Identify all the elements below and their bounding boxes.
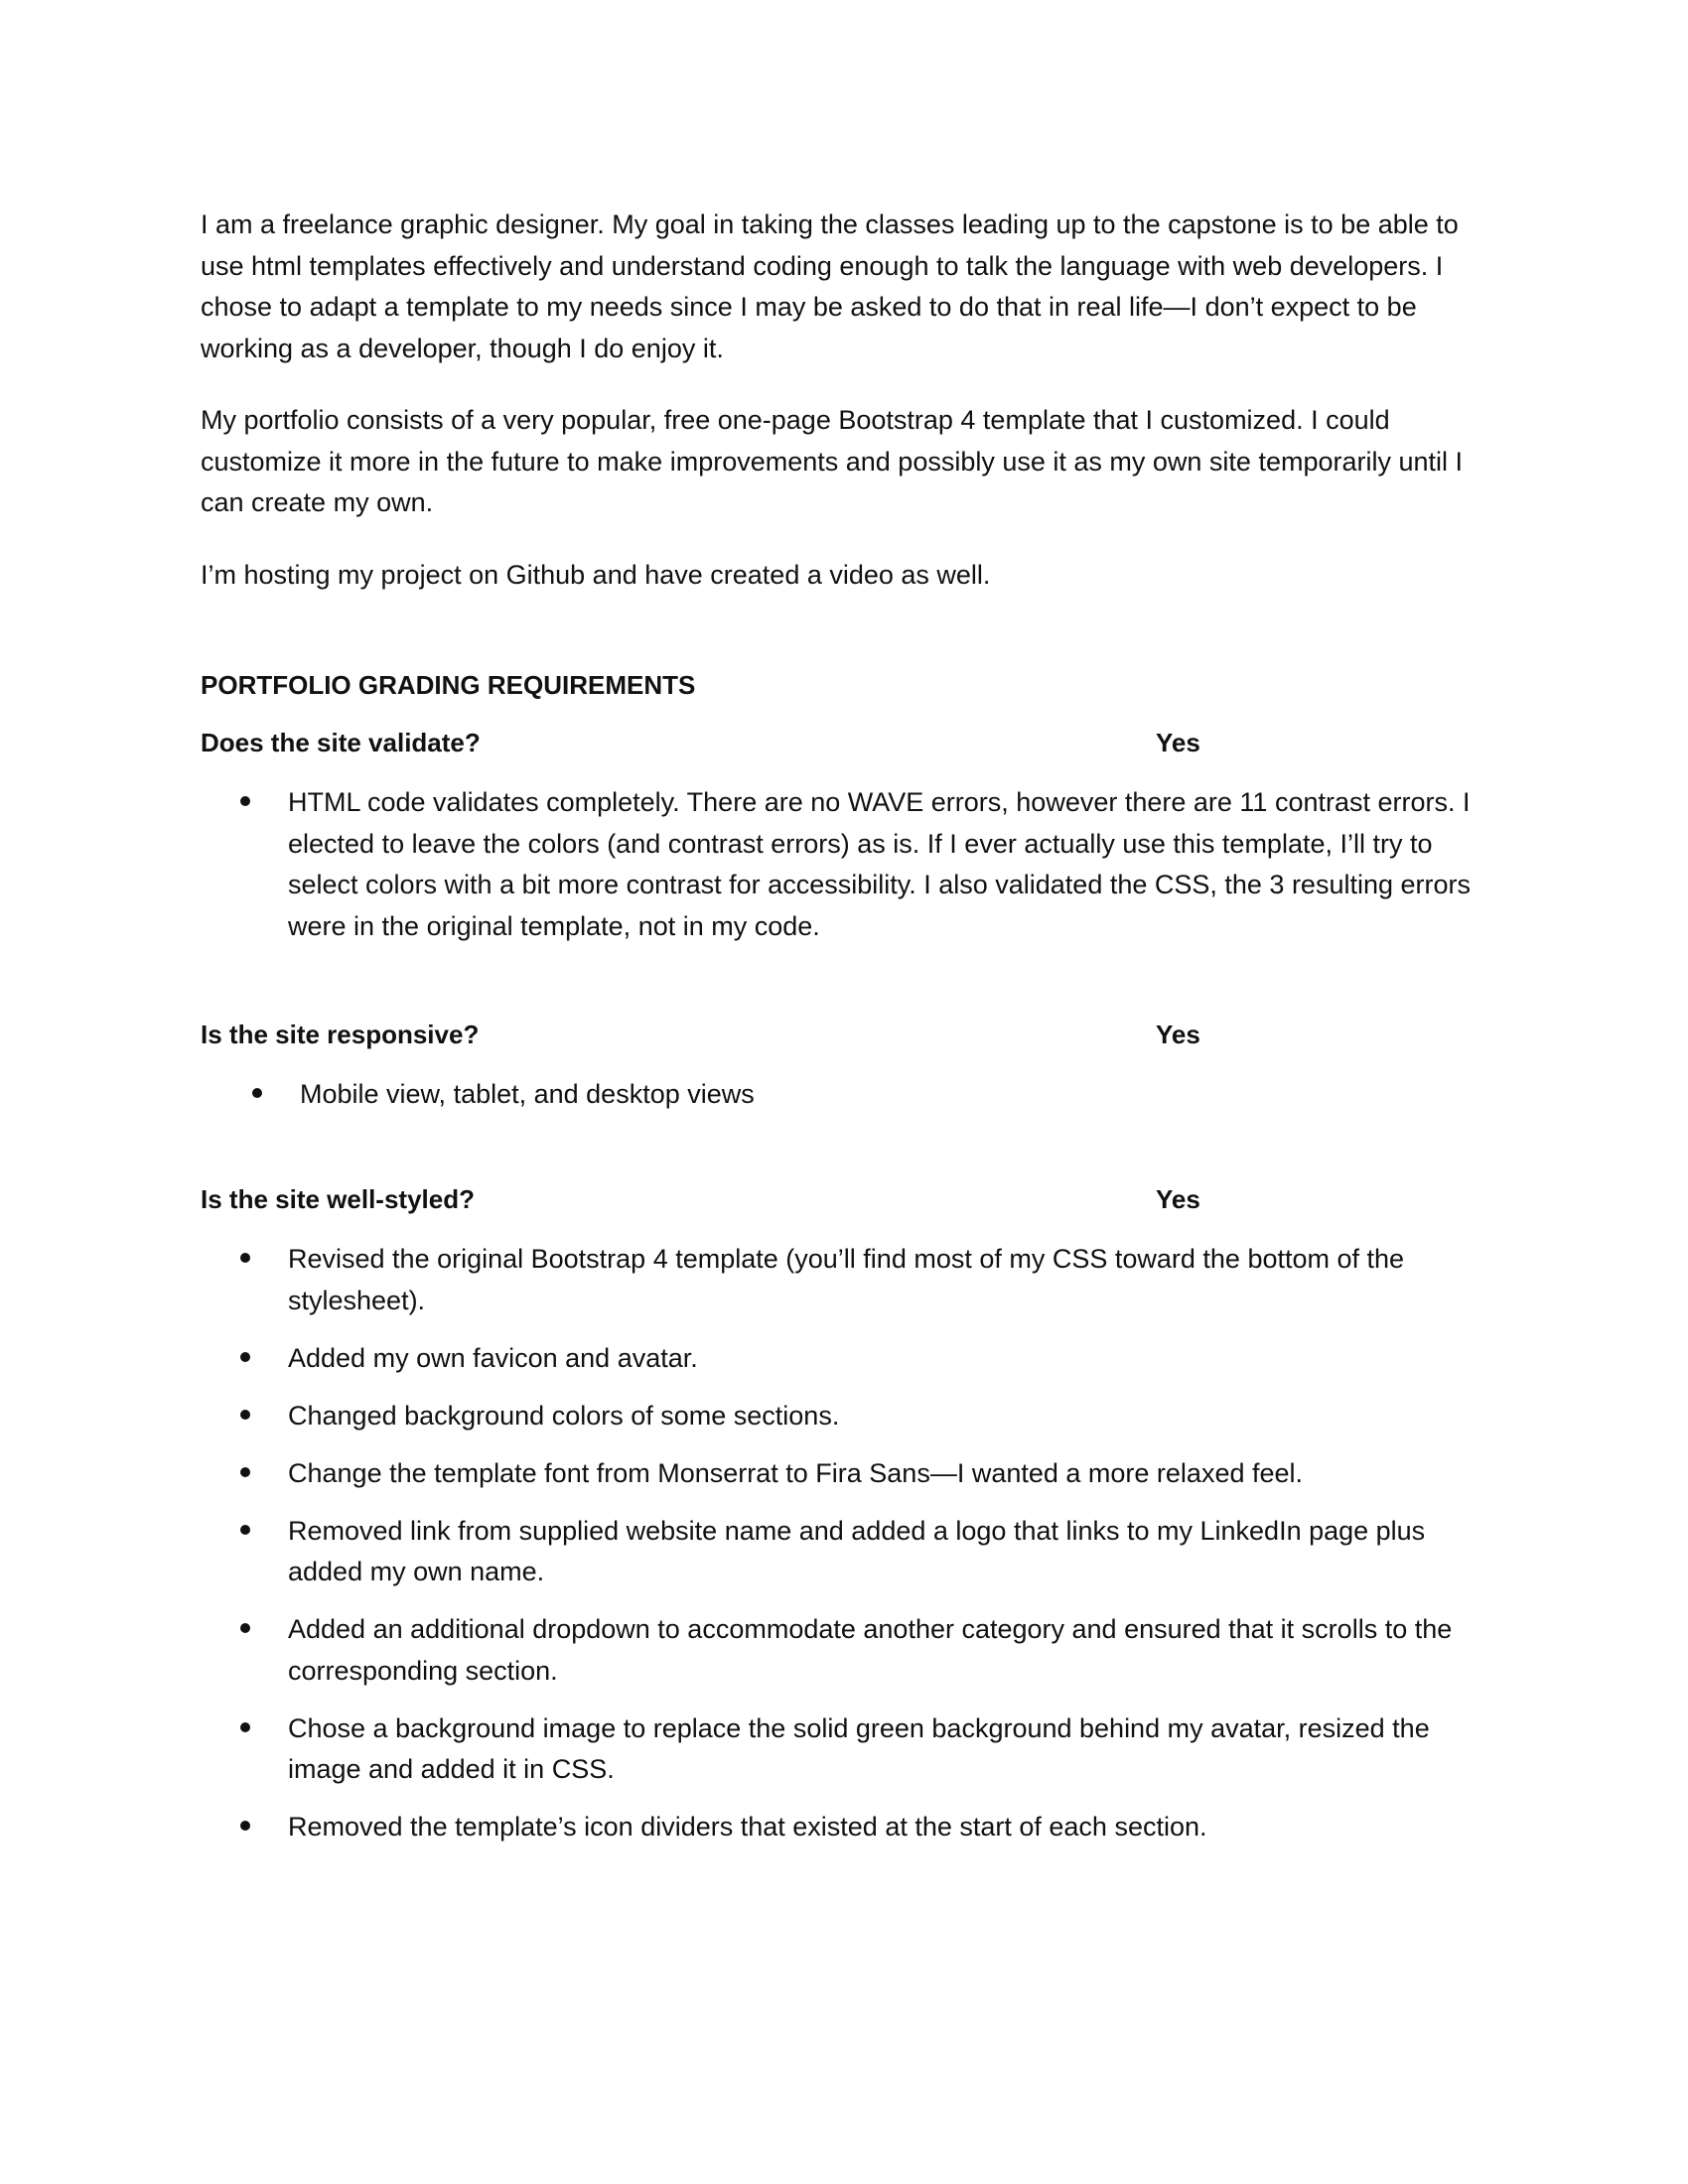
requirement-answer: Yes <box>1156 1184 1200 1214</box>
list-item-text: Changed background colors of some sections. <box>288 1400 840 1431</box>
list-item <box>201 1074 1491 1116</box>
list-item <box>201 1453 1491 1495</box>
list-item-text: Chose a background image to replace the solid green background behind my avatar, resized the image and added it in CSS. <box>288 1712 1430 1784</box>
requirement-question: Is the site well-styled? <box>201 1184 475 1214</box>
bullet-icon <box>240 1623 250 1633</box>
list-item-text: Removed the template’s icon dividers that existed at the start of each section. <box>288 1812 1207 1842</box>
bullet-icon <box>240 1352 250 1362</box>
requirement-bullets-styled <box>201 1239 1491 1848</box>
bullet-icon <box>252 1088 262 1098</box>
intro-paragraph-3: I’m hosting my project on Github and have created a video as well. <box>201 559 991 590</box>
list-item-text: Mobile view, tablet, and desktop views <box>300 1079 755 1109</box>
intro-paragraph-1: I am a freelance graphic designer. My goal in taking the classes leading up to the capstone is to be able to use html templates effectively and understand coding enough to talk the language with web developers. I chose to adapt a template to my needs since I may be asked to do that in real life—I don’t expect to be working as a developer, though I do enjoy it. <box>201 209 1459 363</box>
intro-section <box>201 205 1491 596</box>
bullet-icon <box>240 1821 250 1831</box>
requirement-question: Does the site validate? <box>201 728 481 757</box>
list-item-text: Added an additional dropdown to accommodate another category and ensured that it scrolls to the corresponding section. <box>288 1614 1453 1686</box>
requirement-answer: Yes <box>1156 728 1200 757</box>
list-item-text: HTML code validates completely. There are no WAVE errors, however there are 11 contrast errors. I elected to leave the colors (and contrast errors) as is. If I ever actually use this template, I’ll try to select colors with a bit more contrast for accessibility. I also validated the CSS, the 3 resulting errors were in the original template, not in my code. <box>288 787 1472 941</box>
list-item <box>201 1511 1491 1593</box>
requirement-row-validate <box>201 726 1491 759</box>
intro-paragraph-2: My portfolio consists of a very popular, free one-page Bootstrap 4 template that I customized. I could customize it more in the future to make improvements and possibly use it as my own site temporarily until I can create my own. <box>201 405 1464 517</box>
requirement-bullets-responsive <box>201 1074 1491 1116</box>
list-item-text: Removed link from supplied website name and added a logo that links to my LinkedIn page plus added my own name. <box>288 1515 1426 1586</box>
bullet-icon <box>240 796 250 806</box>
list-item <box>201 1609 1491 1692</box>
list-item-text: Change the template font from Monserrat to Fira Sans—I wanted a more relaxed feel. <box>288 1457 1304 1488</box>
requirement-row-styled <box>201 1182 1491 1216</box>
requirement-question: Is the site responsive? <box>201 1020 480 1049</box>
list-item <box>201 1338 1491 1380</box>
bullet-icon <box>240 1410 250 1420</box>
requirement-bullets-validate <box>201 782 1491 947</box>
list-item <box>201 1807 1491 1848</box>
bullet-icon <box>240 1253 250 1263</box>
list-item <box>201 1708 1491 1791</box>
bullet-icon <box>240 1525 250 1535</box>
bullet-icon <box>240 1722 250 1732</box>
list-item <box>201 782 1491 947</box>
list-item <box>201 1239 1491 1321</box>
list-item <box>201 1396 1491 1437</box>
requirement-answer: Yes <box>1156 1020 1200 1049</box>
requirement-row-responsive <box>201 1018 1491 1051</box>
list-item-text: Added my own favicon and avatar. <box>288 1342 698 1373</box>
list-item-text: Revised the original Bootstrap 4 template (you’ll find most of my CSS toward the bottom of the stylesheet). <box>288 1244 1405 1315</box>
bullet-icon <box>240 1467 250 1477</box>
section-title: PORTFOLIO GRADING REQUIREMENTS <box>201 670 696 700</box>
